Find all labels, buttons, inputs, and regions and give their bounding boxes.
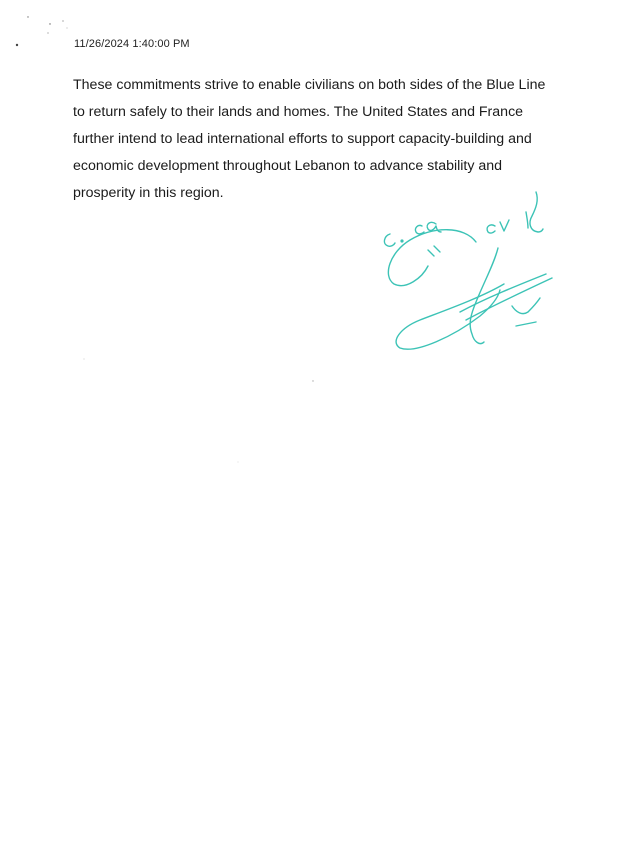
paragraph-line: further intend to lead international efforts to support capacity-building and (73, 131, 532, 147)
timestamp: 11/26/2024 1:40:00 PM (74, 38, 190, 50)
paragraph-line: economic development throughout Lebanon to advance stability and (73, 158, 503, 174)
paragraph-line: These commitments strive to enable civilians on both sides of the Blue Line (73, 77, 546, 93)
handwritten-signature (376, 186, 556, 352)
paragraph-line: prosperity in this region. (73, 185, 224, 201)
paragraph-line: to return safely to their lands and homes. The United States and France (73, 104, 524, 120)
